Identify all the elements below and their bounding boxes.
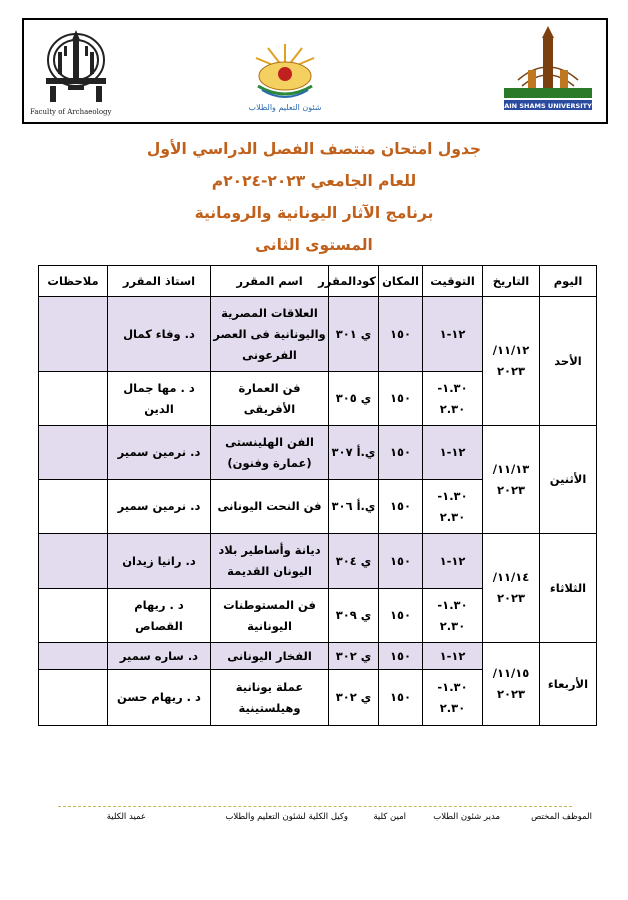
time-cell: ١٢-١ <box>423 643 483 670</box>
header-course-name: اسم المقرر <box>211 266 329 297</box>
notes-cell <box>39 480 108 534</box>
notes-cell <box>39 426 108 480</box>
table-row <box>39 643 597 670</box>
header-day: اليوم <box>540 266 597 297</box>
time-cell: ١.٣٠- ٢.٣٠ <box>423 589 483 643</box>
day-cell: الأربعاء <box>540 643 597 726</box>
table-row <box>39 426 597 480</box>
notes-cell <box>39 670 108 726</box>
course-cell: الفن الهلينستى (عمارة وفنون) <box>211 426 329 480</box>
header-time: التوقيت <box>423 266 483 297</box>
place-cell: ١٥٠ <box>379 643 423 670</box>
professor-cell: د. نرمين سمير <box>108 426 211 480</box>
date-cell: ١١/١٣/ ٢٠٢٣ <box>483 426 540 534</box>
course-cell: ديانة وأساطير بلاد اليونان القديمة <box>211 534 329 589</box>
academic-year-title: للعام الجامعي ٢٠٢٣-٢٠٢٤م <box>211 172 417 190</box>
program-title: برنامج الآثار اليونانية والرومانية <box>194 204 434 222</box>
notes-cell <box>39 589 108 643</box>
notes-cell <box>39 372 108 426</box>
exam-schedule-title: جدول امتحان منتصف الفصل الدراسي الأول <box>146 140 482 158</box>
notes-cell <box>39 643 108 670</box>
student-affairs-logo-text: شئون التعليم والطلاب <box>248 103 322 112</box>
course-cell: الفخار اليونانى <box>211 643 329 670</box>
notes-cell <box>39 297 108 372</box>
course-cell: العلاقات المصرية واليونانية فى العصر الفرعونى <box>211 297 329 372</box>
code-cell: ي ٣٠٩ <box>329 589 379 643</box>
professor-cell: د. ساره سمير <box>108 643 211 670</box>
document-titles <box>0 133 628 261</box>
time-cell: ١٢-١ <box>423 297 483 372</box>
signature-vice-dean: وكيل الكلية لشئون التعليم والطلاب <box>225 812 348 822</box>
code-cell: ي ٣٠٥ <box>329 372 379 426</box>
time-cell: ١.٣٠- ٢.٣٠ <box>423 480 483 534</box>
professor-cell: د. وفاء كمال <box>108 297 211 372</box>
time-cell: ١.٣٠- ٢.٣٠ <box>423 670 483 726</box>
level-title: المستوى الثانى <box>255 236 373 254</box>
table-row <box>39 297 597 372</box>
exam-schedule-table <box>38 265 597 726</box>
table-header-row <box>39 266 597 297</box>
day-cell: الأحد <box>540 297 597 426</box>
place-cell: ١٥٠ <box>379 372 423 426</box>
day-cell: الثلاثاء <box>540 534 597 643</box>
signature-faculty-secretary: امين كلية <box>373 812 406 822</box>
professor-cell: د. نرمين سمير <box>108 480 211 534</box>
ain-shams-logo-text: AIN SHAMS UNIVERSITY <box>504 102 592 110</box>
code-cell: ي ٣٠٤ <box>329 534 379 589</box>
place-cell: ١٥٠ <box>379 480 423 534</box>
time-cell: ١٢-١ <box>423 534 483 589</box>
signature-dean: عميد الكلية <box>106 812 146 822</box>
code-cell: ي.أ ٣٠٧ <box>329 426 379 480</box>
course-cell: فن المستوطنات اليونانية <box>211 589 329 643</box>
code-cell: ي.أ ٣٠٦ <box>329 480 379 534</box>
signature-divider <box>58 806 572 807</box>
place-cell: ١٥٠ <box>379 426 423 480</box>
code-cell: ي ٣٠٢ <box>329 643 379 670</box>
date-cell: ١١/١٥/ ٢٠٢٣ <box>483 643 540 726</box>
header-place: المكان <box>379 266 423 297</box>
professor-cell: د . مها جمال الدين <box>108 372 211 426</box>
signature-employee: الموظف المختص <box>531 812 592 822</box>
notes-cell <box>39 534 108 589</box>
course-cell: فن العمارة الأفريقى <box>211 372 329 426</box>
date-cell: ١١/١٤/ ٢٠٢٣ <box>483 534 540 643</box>
header-course-code: كودالمقرر <box>329 266 379 297</box>
place-cell: ١٥٠ <box>379 589 423 643</box>
header-date: التاريخ <box>483 266 540 297</box>
code-cell: ي ٣٠٢ <box>329 670 379 726</box>
code-cell: ي ٣٠١ <box>329 297 379 372</box>
header-notes: ملاحظات <box>39 266 108 297</box>
signature-row <box>0 812 628 832</box>
professor-cell: د . ريهام حسن <box>108 670 211 726</box>
faculty-of-archaeology-logo <box>28 26 123 120</box>
header-professor: استاذ المقرر <box>108 266 211 297</box>
day-cell: الأثنين <box>540 426 597 534</box>
student-affairs-logo <box>246 40 324 114</box>
place-cell: ١٥٠ <box>379 534 423 589</box>
course-cell: فن النحت اليونانى <box>211 480 329 534</box>
date-cell: ١١/١٢/ ٢٠٢٣ <box>483 297 540 426</box>
signature-student-affairs-director: مدير شئون الطلاب <box>433 812 500 822</box>
professor-cell: د. رانيا زيدان <box>108 534 211 589</box>
table-row <box>39 534 597 589</box>
course-cell: عملة يونانية وهيلستينية <box>211 670 329 726</box>
professor-cell: د . ريهام القصاص <box>108 589 211 643</box>
ain-shams-university-logo <box>498 24 598 120</box>
time-cell: ١٢-١ <box>423 426 483 480</box>
place-cell: ١٥٠ <box>379 670 423 726</box>
place-cell: ١٥٠ <box>379 297 423 372</box>
faculty-logo-text: Faculty of Archaeology <box>30 108 112 116</box>
time-cell: ١.٣٠- ٢.٣٠ <box>423 372 483 426</box>
